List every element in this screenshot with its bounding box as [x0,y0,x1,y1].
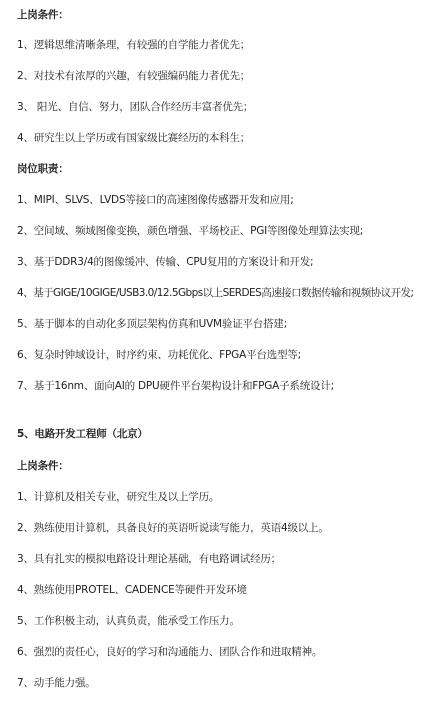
requirements-heading: 上岗条件： [17,9,69,21]
requirement-item: 5、工作积极主动，认真负责，能承受工作压力。 [17,615,240,627]
requirement-item: 7、动手能力强。 [17,677,96,689]
duties-heading: 岗位职责： [17,163,69,175]
duty-item: 6、复杂时钟域设计，时序约束、功耗优化、FPGA平台选型等; [17,349,301,361]
requirement-item: 1、计算机及相关专业，研究生及以上学历。 [17,491,220,503]
requirement-item: 3、 阳光、自信、努力，团队合作经历丰富者优先； [17,101,254,113]
duty-item: 4、基于GIGE/10GIGE/USB3.0/12.5Gbps以上SERDES高速接口数据传输和视频协议开发; [17,287,414,299]
requirement-item: 4、研究生以上学历或有国家级比赛经历的本科生； [17,132,251,144]
requirement-item: 6、强烈的责任心，良好的学习和沟通能力、团队合作和进取精神。 [17,646,323,658]
requirements-heading: 上岗条件： [17,460,69,472]
duty-item: 1、MIPI、SLVS、LVDS等接口的高速图像传感器开发和应用; [17,194,294,206]
requirement-item: 4、熟练使用PROTEL、CADENCE等硬件开发环境 [17,584,247,596]
requirement-item: 2、熟练使用计算机，具备良好的英语听说读写能力，英语4级以上。 [17,522,329,534]
requirement-item: 1、逻辑思维清晰条理，有较强的自学能力者优先； [17,39,251,51]
duty-item: 2、空间域、频域图像变换，颜色增强、平场校正、PGI等图像处理算法实现; [17,225,364,237]
requirement-item: 2、对技术有浓厚的兴趣，有较强编码能力者优先； [17,70,251,82]
duty-item: 7、基于16nm、面向AI的 DPU硬件平台架构设计和FPGA子系统设计; [17,380,334,392]
duty-item: 5、基于脚本的自动化多顶层架构仿真和UVM验证平台搭建; [17,318,288,330]
requirement-item: 3、具有扎实的模拟电路设计理论基础，有电路调试经历； [17,553,281,565]
job-title: 5、电路开发工程师（北京） [17,428,148,440]
duty-item: 3、基于DDR3/4的图像缓冲、传输、CPU复用的方案设计和开发; [17,256,314,268]
